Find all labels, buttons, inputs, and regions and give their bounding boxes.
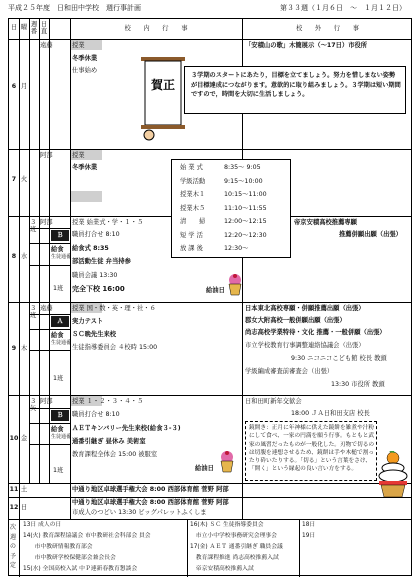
day-11-event: 中通り地区卓球選手権大会 8:00 西部体育館 菅野 阿部 <box>72 486 229 493</box>
day-8-dow: 水 <box>20 253 28 260</box>
day-8-event-4: 部活動生徒 弁当持参 <box>72 258 131 265</box>
day-8-lunch: 給食 <box>51 246 64 253</box>
day-8-group: 1班 <box>53 285 64 292</box>
col-inner: 校 内 行 事 <box>124 25 188 32</box>
day-11-date: 11 <box>9 486 19 493</box>
day-7-timetable <box>171 159 291 258</box>
timetable-label: 始 業 式 <box>180 164 203 171</box>
day-9-event-3: ＳＣ晩先生来校 <box>72 331 117 338</box>
next-week-item: 18日 <box>302 522 316 528</box>
day-10-week: ３矢 <box>30 398 37 413</box>
timetable-time: 9:15～10:00 <box>224 177 263 185</box>
kagamimochi-icon <box>375 451 411 499</box>
day-10-dow: 金 <box>20 435 28 442</box>
timetable-label: 授業木５ <box>180 204 206 212</box>
day-9-outer-2: 郡女大附高校一般併願出願（出張） <box>245 317 346 324</box>
next-week-item: 15(水) 全国高校入試 中Ｐ連新春教育懇談会 <box>23 566 138 572</box>
timetable-time: 10:15～11:00 <box>224 191 267 198</box>
day-9-outer-1: 日本東北高校専願・併願推薦出願（出張） <box>245 305 365 312</box>
day-10-nichi: 阿部 <box>40 398 53 405</box>
cupcake-icon-2 <box>219 450 235 474</box>
timetable-time: 12:20～12:30 <box>224 231 267 239</box>
day-9-outer-4: 市立学校教育行事調整連絡協議会（出張） <box>245 342 365 349</box>
day-12-event-1: 中通り地区卓球選手権大会 8:00 西部体育館 菅野 阿部 <box>72 499 229 506</box>
day-9-nichi: 遠藤 <box>40 305 53 312</box>
next-week-item: 帝京安積高校推薦入試 <box>190 566 254 572</box>
day-7-date: 7 <box>11 176 17 183</box>
page-title: 平成２５年度 日和田中学校 週行事計画 <box>8 4 141 12</box>
timetable-label: 短 学 活 <box>180 231 203 239</box>
next-week-item: 14(火) 教育課程協議会 市中教研社会科部会 員会 <box>23 533 151 539</box>
day-12-date: 12 <box>9 504 19 511</box>
day-6-dow: 月 <box>20 83 28 90</box>
day-10-outer-2: 18:00 ＪＡ日和田支店 校長 <box>291 410 370 417</box>
day-9-outer-7: 13:30 市役所 教頭 <box>331 381 385 388</box>
day-9-outer-5: 9:30 ニコニコこども館 校長 教頭 <box>291 355 387 362</box>
day-8-event-3: 給食式 8:35 <box>72 245 109 252</box>
day-10-oil: 給油日 <box>195 465 214 472</box>
hanging-scroll-icon <box>137 53 189 145</box>
day-6-nichi: 遠藤 <box>40 42 53 49</box>
day-9-group: 1班 <box>53 375 64 382</box>
timetable-time: 8:35～ 9:05 <box>224 164 261 171</box>
day-6-event-2: 仕事始め <box>72 67 98 74</box>
day-9-event-1: 授業 国・数・英・理・社・６ <box>72 305 156 312</box>
day-8-event-6: 完全下校 16:00 <box>72 285 125 293</box>
timetable-time: 12:00～12:15 <box>224 218 267 225</box>
day-12-event-2: 市成人のつどい 13:30 ビッグパレットふくしま <box>72 509 207 516</box>
timetable-label: 授業木１ <box>180 191 206 198</box>
day-9-dow: 木 <box>20 345 28 352</box>
next-week-item: 17(金) ＡＥＴ 通番引継ぎ 職員会議 <box>190 544 283 550</box>
timetable-label: 学級活動 <box>180 177 206 185</box>
day-8-event-2: 職員打合せ 8:10 <box>72 231 120 238</box>
next-week-item: 教育課程推進 尚志高校推薦入試 <box>190 555 279 561</box>
day-6-outer-1: 「安積山の歌」木簡展示（～17日）市役所 <box>245 42 368 49</box>
day-9-lunch-a: Ａ <box>51 316 69 327</box>
day-7-event-1: 冬季休業 <box>72 164 98 171</box>
day-10-event-1: 授業 １・２・３・４・５ <box>72 398 144 405</box>
col-dow: 曜 <box>20 24 28 31</box>
day-9-lunch: 給食 <box>51 332 64 339</box>
next-week-item: 市中教研学校保健部会兼会長会 <box>23 555 116 561</box>
col-outer: 校 外 行 事 <box>296 25 359 32</box>
day-9-event-4: 生徒指導委員会 ４校時 15:00 <box>72 344 158 351</box>
schedule-table <box>8 18 412 576</box>
day-8-event-5: 職員会議 13:30 <box>72 272 118 279</box>
day-12-dow: 日 <box>20 504 28 511</box>
day-8-outer-1: 帝京安積高校推薦専願 <box>294 219 357 226</box>
timetable-time: 11:10～11:55 <box>224 204 267 212</box>
day-10-lunch: 給食 <box>51 426 64 433</box>
next-week-item: 市立小中学校事務研究会理事会 <box>190 533 277 539</box>
day-8-week: ３班 <box>30 219 37 234</box>
timetable-time: 12:30～ <box>224 245 249 252</box>
day-8-date: 8 <box>11 253 17 260</box>
day-7-nichi: 阿部 <box>40 152 53 159</box>
day-8-outer-2: 推薦併願出願（出張） <box>339 231 402 238</box>
day-7-dow: 火 <box>20 176 28 183</box>
day-8-nichi: 阿部 <box>40 219 53 226</box>
day-10-duty: 生徒通番 <box>51 434 72 440</box>
cupcake-icon <box>227 273 243 297</box>
day-9-outer-3: 尚志高校学業特待・文化 推薦・一般併願（出張） <box>245 329 386 336</box>
scroll-text: 賀正 <box>150 78 176 92</box>
day-10-lunch-b: Ｂ <box>51 410 69 421</box>
day-10-date: 10 <box>9 435 19 442</box>
day-9-event-2: 実力テスト <box>72 318 104 325</box>
day-6-message-box: ３学期のスタートにあたり，目標を立てましょう。努力を惜しまない姿勢が目標達成につながります。意欲的に取り組みましょう。３学期は短い期間ですので，時間を大切に生活しましょう。 <box>184 66 406 114</box>
day-10-group: 1班 <box>53 467 64 474</box>
col-nichi: 日直 <box>40 21 48 36</box>
day-10-event-3: ＡＥＴキンバリー先生来校(給食３-３) <box>72 425 181 432</box>
day-10-kagami-note: 鏡開き：正月に年神様に供えた鏡餅を雑煮や汁粉にして食べ、一家の円満を願う行事。もともと武家の風習だったものが一般化した。刃物で切るのは切腹を連想させるため、鏡餅は手や木槌で割ったり砕いたりする。「切る」という言葉をさけ、「開く」という縁起の良い言い方をする。 <box>245 421 377 481</box>
day-8-lunch-b: Ｂ <box>51 230 69 241</box>
day-6-tag: 授業 <box>72 42 85 49</box>
next-week-label: 次週の予定 <box>10 524 17 570</box>
next-week-item: 16(木) ＳＣ 生徒指導委員会 <box>190 522 264 528</box>
day-11-dow: 土 <box>20 486 28 493</box>
week-range: 第３３週（１月６日 ～ １月１２日） <box>280 4 406 12</box>
day-9-outer-6: 学級編成審査前審査会（出張） <box>245 368 334 375</box>
day-7-tag: 授業 <box>72 152 85 159</box>
timetable-label: 放 課 後 <box>180 245 203 252</box>
next-week-item: 19日 <box>302 533 316 539</box>
next-week-item: 市中教研情報教育部会 <box>23 544 93 550</box>
day-9-date: 9 <box>11 345 17 352</box>
day-10-outer-1: 日和田町新年交歓会 <box>245 398 302 405</box>
day-8-oil: 給油日 <box>206 287 225 294</box>
day-8-duty: 生徒通番 <box>51 254 72 260</box>
next-week-item: 13日 成人の日 <box>23 522 62 528</box>
day-10-event-2: 職員打合せ 8:10 <box>72 411 120 418</box>
col-week: 週番 <box>30 21 38 36</box>
day-10-event-4: 通番引継ぎ 昼休み 美術室 <box>72 438 146 445</box>
col-day: 日 <box>10 24 18 31</box>
day-9-duty: 生徒通番 <box>51 340 72 346</box>
day-10-event-5: 教育課程全体会 15:00 被服室 <box>72 451 158 458</box>
day-6-date: 6 <box>11 83 17 90</box>
day-6-event-1: 冬季休業 <box>72 55 98 62</box>
day-8-event-1: 授業 始業式・学・１・５ <box>72 219 144 226</box>
day-9-week: ３班 <box>30 305 37 320</box>
timetable-label: 清 掃 <box>180 218 206 225</box>
